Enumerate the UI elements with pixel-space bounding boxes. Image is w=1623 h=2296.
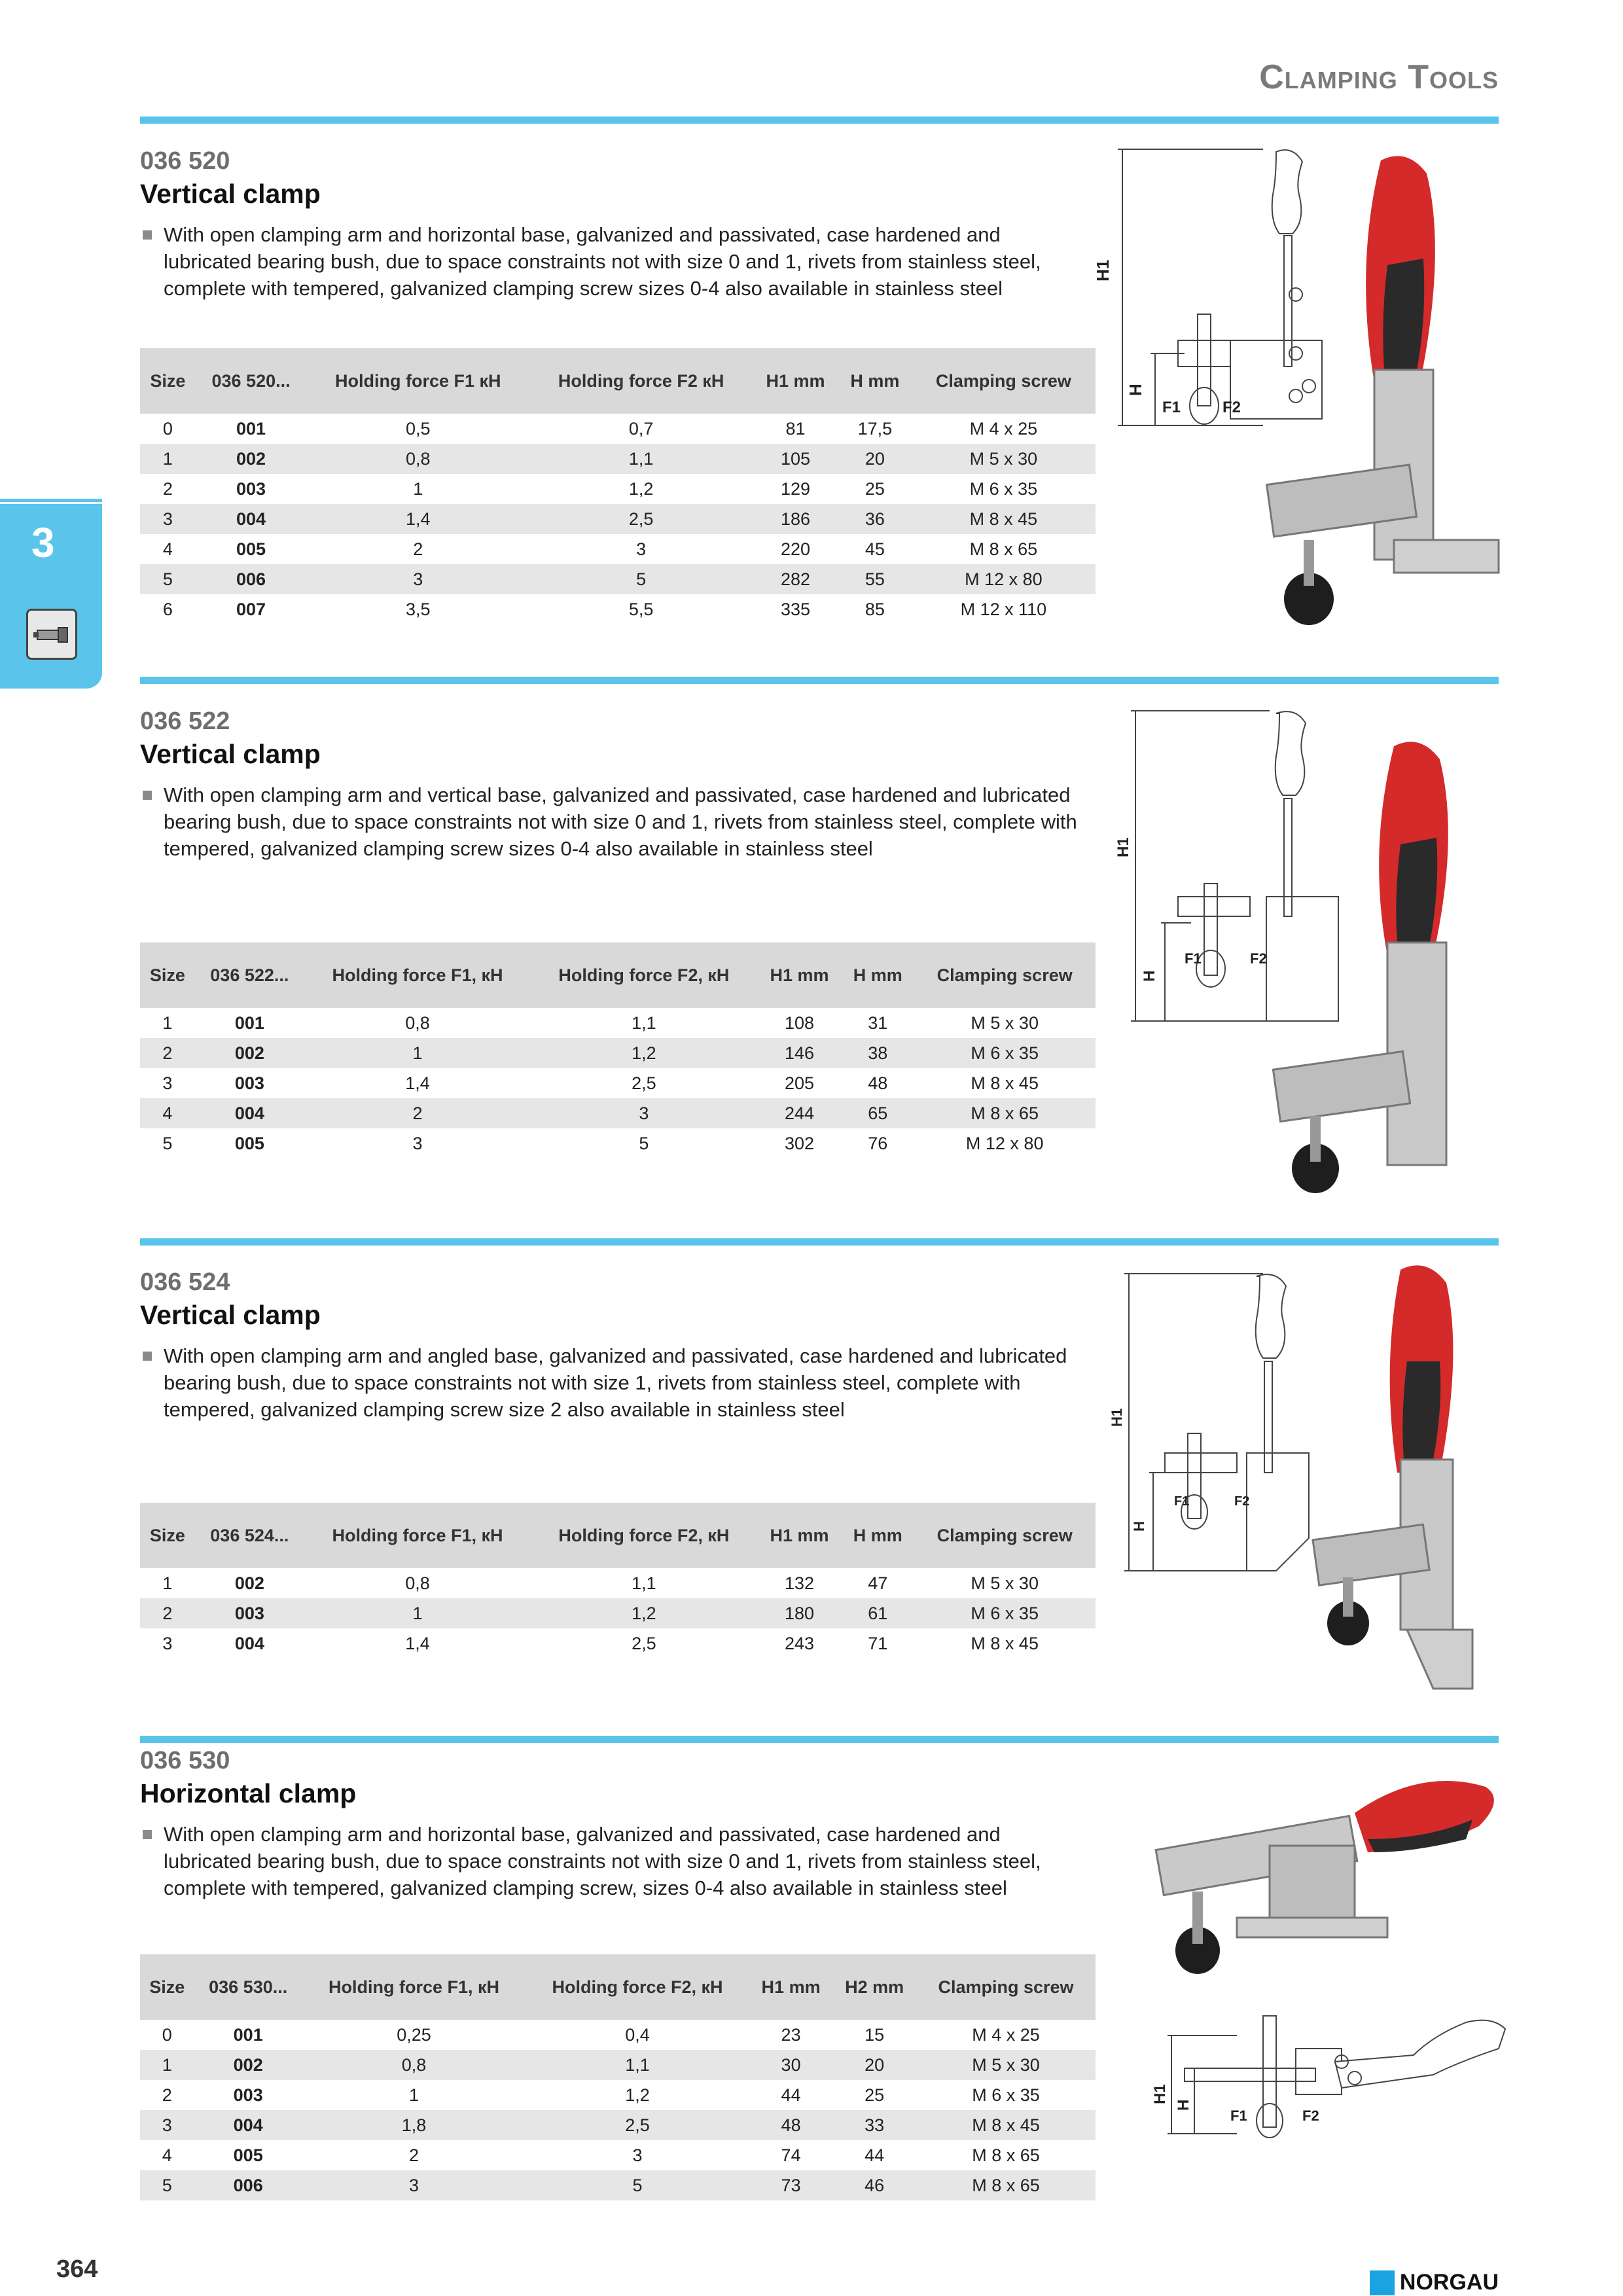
column-header: Clamping screw — [912, 348, 1096, 414]
table-row — [140, 1128, 1096, 1158]
table-cell: 4 — [162, 539, 173, 559]
chapter-tab[interactable] — [0, 504, 102, 689]
table-cell: 3 — [306, 564, 529, 594]
table-cell: M 12 x 80 — [912, 564, 1096, 594]
table-cell: 2 — [140, 1038, 195, 1068]
column-header: Clamping screw — [914, 942, 1096, 1008]
table-cell: 0,8 — [405, 1573, 430, 1593]
table-cell: 1,4 — [405, 1633, 430, 1653]
column-header: Holding force F2, кН — [531, 1503, 757, 1568]
table-cell: 006 — [194, 2170, 302, 2200]
product-section — [140, 1266, 1096, 1423]
product-photo — [1263, 733, 1499, 1204]
drawing-label: H — [1175, 2099, 1192, 2111]
table-row — [140, 534, 1096, 564]
table-cell: 76 — [868, 1133, 888, 1153]
technical-drawing — [1106, 1270, 1342, 1577]
table-cell: 005 — [236, 539, 266, 559]
table-cell: M 8 x 65 — [914, 1098, 1096, 1128]
table-cell: 243 — [784, 1633, 815, 1653]
table-cell: 1 — [304, 1038, 531, 1068]
table-row — [140, 2140, 1096, 2170]
column-header: Holding force F2, кН — [526, 1954, 749, 2020]
column-header: Holding force F2 кН — [529, 348, 753, 414]
product-name: Horizontal clamp — [140, 1778, 357, 1808]
table-cell: 205 — [784, 1073, 815, 1093]
table-cell: 1 — [413, 478, 423, 499]
table-cell: 129 — [781, 478, 811, 499]
column-header: H mm — [842, 942, 914, 1008]
spec-table — [140, 942, 1096, 1158]
table-cell: M 8 x 65 — [916, 2170, 1096, 2200]
table-cell: M 8 x 45 — [971, 1073, 1039, 1093]
table-row — [140, 504, 1096, 534]
table-cell: M 6 x 35 — [969, 478, 1038, 499]
table-row — [140, 564, 1096, 594]
table-row — [140, 474, 1096, 504]
table-cell: 0,4 — [625, 2024, 650, 2045]
column-header: H1 mm — [757, 1503, 842, 1568]
table-row — [140, 1098, 1096, 1128]
drawing-label: H — [1131, 1521, 1147, 1532]
column-header: Holding force F1 кН — [306, 348, 529, 414]
section-divider — [140, 1736, 1499, 1743]
table-cell: 220 — [781, 539, 811, 559]
table-cell: 004 — [195, 1098, 304, 1128]
table-cell: 1 — [409, 2085, 419, 2105]
table-cell: 1,2 — [628, 478, 654, 499]
page-title: Clamping Tools — [1259, 58, 1499, 96]
table-cell: 0 — [162, 418, 173, 439]
column-header: Size — [140, 1503, 195, 1568]
table-cell: 1 — [140, 2050, 194, 2080]
brand-square-icon — [1370, 2270, 1395, 2295]
table-row — [140, 1568, 1096, 1598]
table-cell: 3 — [636, 539, 647, 559]
table-cell: 2,5 — [632, 1073, 656, 1093]
drawing-label: H — [1126, 384, 1145, 396]
table-cell: 65 — [842, 1098, 914, 1128]
table-cell: 30 — [749, 2050, 833, 2080]
brand-name: NORGAU — [1399, 2270, 1499, 2295]
table-cell: 244 — [757, 1098, 842, 1128]
product-description: With open clamping arm and angled base, galvanized and passivated, case hardened and lubricated bearing bush, due to space constraints not with size 1, rivets from stainless steel, complete with tempered, galvanized clamping screw size 2 also available in stainless steel — [140, 1342, 1093, 1423]
table-cell: 180 — [757, 1598, 842, 1628]
table-cell: 5 — [140, 564, 196, 594]
table-cell: M 6 x 35 — [914, 1598, 1096, 1628]
table-cell: 1 — [140, 444, 196, 474]
table-cell: 0,8 — [405, 1013, 430, 1033]
table-cell: 1 — [304, 1598, 531, 1628]
table-cell: 1,1 — [529, 444, 753, 474]
column-header: H mm — [842, 1503, 914, 1568]
column-header: 036 530... — [194, 1954, 302, 2020]
table-cell: 302 — [784, 1133, 815, 1153]
drawing-label: F2 — [1222, 399, 1241, 416]
table-cell: 61 — [842, 1598, 914, 1628]
drawing-label: H1 — [1109, 1408, 1125, 1427]
table-cell: 20 — [838, 444, 912, 474]
table-cell: 003 — [233, 2085, 263, 2105]
table-row — [140, 2020, 1096, 2050]
table-cell: 282 — [753, 564, 838, 594]
column-header: Clamping screw — [914, 1503, 1096, 1568]
product-description: With open clamping arm and horizontal base, galvanized and passivated, case hardened and lubricated bearing bush, due to space constraints not with size 0 and 1, rivets from stainless steel, complete with tempered, galvanized clamping screw sizes 0-4 also available in stainless steel — [140, 221, 1093, 302]
product-photo — [1309, 1257, 1499, 1689]
drawing-label: H1 — [1151, 2084, 1169, 2104]
product-name: Vertical clamp — [140, 179, 321, 209]
table-cell: M 4 x 25 — [969, 418, 1038, 439]
table-cell: M 8 x 65 — [972, 2145, 1040, 2165]
table-cell: 23 — [781, 2024, 801, 2045]
table-cell: 5 — [529, 564, 753, 594]
table-cell: 007 — [236, 599, 266, 619]
table-cell: M 8 x 45 — [916, 2110, 1096, 2140]
product-code: 036 530 — [140, 1747, 230, 1774]
table-cell: 36 — [838, 504, 912, 534]
product-name: Vertical clamp — [140, 1300, 321, 1330]
table-cell: 3 — [162, 1073, 173, 1093]
spec-table — [140, 1954, 1096, 2200]
table-cell: 2,5 — [529, 504, 753, 534]
table-cell: M 5 x 30 — [916, 2050, 1096, 2080]
table-cell: 47 — [868, 1573, 888, 1593]
table-cell: M 12 x 80 — [965, 1133, 1044, 1153]
table-cell: 146 — [757, 1038, 842, 1068]
chapter-number: 3 — [31, 519, 55, 566]
table-cell: 1,1 — [526, 2050, 749, 2080]
table-cell: 004 — [194, 2110, 302, 2140]
table-row — [140, 1628, 1096, 1659]
column-header: H mm — [838, 348, 912, 414]
table-cell: 001 — [236, 418, 266, 439]
table-row — [140, 2170, 1096, 2200]
table-cell: 71 — [868, 1633, 888, 1653]
technical-drawing — [1145, 1996, 1538, 2147]
table-cell: 0,8 — [302, 2050, 526, 2080]
table-cell: 3 — [140, 2110, 194, 2140]
table-cell: 2 — [413, 539, 423, 559]
column-header: Size — [140, 1954, 194, 2020]
product-photo — [1243, 147, 1505, 632]
column-header: Holding force F2, кН — [531, 942, 757, 1008]
drawing-label: F1 — [1230, 2108, 1247, 2124]
table-cell: 3 — [632, 2145, 643, 2165]
table-cell: 186 — [753, 504, 838, 534]
table-cell: M 8 x 45 — [912, 504, 1096, 534]
drawing-label: F2 — [1250, 950, 1267, 967]
table-cell: 85 — [865, 599, 885, 619]
table-cell: 003 — [236, 478, 266, 499]
table-row — [140, 1068, 1096, 1098]
table-cell: 48 — [749, 2110, 833, 2140]
column-header: Holding force F1, кН — [304, 1503, 531, 1568]
table-row — [140, 594, 1096, 624]
table-cell: 1,1 — [632, 1013, 656, 1033]
column-header: H1 mm — [757, 942, 842, 1008]
product-code: 036 522 — [140, 708, 230, 735]
table-cell: M 6 x 35 — [972, 2085, 1040, 2105]
table-row — [140, 2110, 1096, 2140]
table-cell: 001 — [234, 1013, 264, 1033]
table-cell: 55 — [838, 564, 912, 594]
table-row — [140, 414, 1096, 444]
table-cell: M 8 x 65 — [969, 539, 1038, 559]
table-cell: 15 — [865, 2024, 885, 2045]
product-code: 036 520 — [140, 147, 230, 175]
table-cell: 1,1 — [632, 1573, 656, 1593]
table-cell: 3 — [302, 2170, 526, 2200]
table-row — [140, 1008, 1096, 1038]
column-header: Size — [140, 942, 195, 1008]
product-photo — [1139, 1767, 1505, 1990]
table-cell: 1,4 — [306, 504, 529, 534]
table-cell: 003 — [195, 1598, 304, 1628]
side-tab-line — [0, 499, 102, 502]
drawing-label: H1 — [1093, 259, 1113, 281]
table-cell: 44 — [781, 2085, 801, 2105]
table-cell: 005 — [233, 2145, 263, 2165]
table-cell: 132 — [784, 1573, 815, 1593]
column-header: Holding force F1, кН — [302, 1954, 526, 2020]
table-cell: 48 — [868, 1073, 888, 1093]
table-cell: 108 — [784, 1013, 815, 1033]
table-cell: 0,5 — [406, 418, 431, 439]
table-cell: 1 — [162, 1013, 173, 1033]
table-cell: M 6 x 35 — [914, 1038, 1096, 1068]
drawing-label: F1 — [1185, 950, 1202, 967]
column-header: Holding force F1, кН — [304, 942, 531, 1008]
spec-table — [140, 348, 1096, 624]
drawing-label: F2 — [1302, 2108, 1319, 2124]
product-section — [140, 706, 1096, 862]
table-cell: 5 — [526, 2170, 749, 2200]
table-cell: 3 — [162, 1633, 173, 1653]
table-cell: 44 — [865, 2145, 885, 2165]
table-cell: 0,7 — [628, 418, 654, 439]
table-cell: M 5 x 30 — [971, 1573, 1039, 1593]
product-code: 036 524 — [140, 1268, 230, 1296]
table-cell: 3 — [140, 504, 196, 534]
table-cell: 2 — [304, 1098, 531, 1128]
table-cell: 2 — [409, 2145, 419, 2165]
table-cell: M 12 x 110 — [960, 599, 1047, 619]
table-cell: M 8 x 45 — [971, 1633, 1039, 1653]
table-cell: 1,4 — [405, 1073, 430, 1093]
page-number: 364 — [56, 2255, 98, 2283]
table-cell: 1,2 — [625, 2085, 650, 2105]
table-cell: 0,8 — [306, 444, 529, 474]
table-row — [140, 1038, 1096, 1068]
table-cell: 20 — [832, 2050, 916, 2080]
table-cell: 38 — [842, 1038, 914, 1068]
table-cell: 335 — [781, 599, 811, 619]
table-row — [140, 444, 1096, 474]
table-cell: M 5 x 30 — [912, 444, 1096, 474]
table-cell: 1 — [162, 1573, 173, 1593]
table-cell: 4 — [162, 2145, 172, 2165]
table-cell: 2 — [162, 478, 173, 499]
table-cell: M 5 x 30 — [971, 1013, 1039, 1033]
table-cell: 5 — [162, 1133, 173, 1153]
table-cell: 25 — [865, 2085, 885, 2105]
table-cell: 002 — [196, 444, 307, 474]
product-description: With open clamping arm and vertical base, galvanized and passivated, case hardened and lubricated bearing bush, due to space constraints not with size 0 and 1, rivets from stainless steel, complete with tempered, galvanized clamping screw sizes 0-4 also available in stainless steel — [140, 781, 1093, 862]
table-row — [140, 2080, 1096, 2110]
table-cell: 1,2 — [531, 1038, 757, 1068]
column-header: H2 mm — [832, 1954, 916, 2020]
table-cell: 2 — [162, 2085, 172, 2105]
column-header: 036 522... — [195, 942, 304, 1008]
table-cell: 004 — [196, 504, 307, 534]
column-header: H1 mm — [749, 1954, 833, 2020]
table-cell: 5 — [639, 1133, 649, 1153]
table-cell: 001 — [233, 2024, 263, 2045]
table-cell: 0,25 — [397, 2024, 431, 2045]
table-cell: 004 — [234, 1633, 264, 1653]
section-divider — [140, 117, 1499, 124]
table-cell: 25 — [865, 478, 885, 499]
table-cell: 3 — [531, 1098, 757, 1128]
column-header: 036 524... — [195, 1503, 304, 1568]
drawing-label: F2 — [1234, 1494, 1250, 1509]
section-divider — [140, 677, 1499, 684]
spec-table — [140, 1503, 1096, 1659]
table-row — [140, 2050, 1096, 2080]
drawing-label: F1 — [1162, 399, 1181, 416]
drawing-label: H1 — [1115, 837, 1132, 857]
brand-logo — [1370, 2270, 1499, 2295]
clamp-icon — [26, 609, 77, 660]
drawing-label: F1 — [1174, 1494, 1190, 1509]
table-cell: 81 — [785, 418, 806, 439]
table-cell: 0 — [162, 2024, 172, 2045]
table-cell: 005 — [234, 1133, 264, 1153]
table-cell: 45 — [865, 539, 885, 559]
table-cell: 006 — [196, 564, 307, 594]
product-section — [140, 145, 1096, 302]
table-cell: 003 — [234, 1073, 264, 1093]
product-name: Vertical clamp — [140, 739, 321, 769]
table-cell: 3 — [412, 1133, 423, 1153]
table-cell: 105 — [753, 444, 838, 474]
table-cell: 4 — [140, 1098, 195, 1128]
table-cell: 002 — [195, 1038, 304, 1068]
drawing-label: H — [1141, 970, 1158, 982]
column-header: H1 mm — [753, 348, 838, 414]
column-header: Clamping screw — [916, 1954, 1096, 2020]
table-cell: 46 — [832, 2170, 916, 2200]
table-cell: 31 — [868, 1013, 888, 1033]
table-cell: 33 — [832, 2110, 916, 2140]
table-cell: 3,5 — [406, 599, 431, 619]
column-header: 036 520... — [196, 348, 307, 414]
table-cell: 5 — [140, 2170, 194, 2200]
table-cell: 2,5 — [632, 1633, 656, 1653]
product-description: With open clamping arm and horizontal base, galvanized and passivated, case hardened and lubricated bearing bush, due to space constraints not with size 0 and 1, rivets from stainless steel, complete with tempered, galvanized clamping screw, sizes 0-4 also available in stainless steel — [140, 1821, 1093, 1901]
column-header: Size — [140, 348, 196, 414]
section-divider — [140, 1238, 1499, 1246]
table-cell: 002 — [194, 2050, 302, 2080]
table-cell: 1,2 — [531, 1598, 757, 1628]
table-cell: M 4 x 25 — [972, 2024, 1040, 2045]
table-cell: 74 — [781, 2145, 801, 2165]
table-row — [140, 1598, 1096, 1628]
table-cell: 73 — [749, 2170, 833, 2200]
table-cell: 2 — [140, 1598, 195, 1628]
table-cell: 002 — [234, 1573, 264, 1593]
table-cell: 17,5 — [857, 418, 893, 439]
table-cell: 6 — [162, 599, 173, 619]
table-cell: 5,5 — [628, 599, 654, 619]
product-section — [140, 1745, 1096, 1901]
table-cell: 1,8 — [302, 2110, 526, 2140]
table-cell: 2,5 — [526, 2110, 749, 2140]
